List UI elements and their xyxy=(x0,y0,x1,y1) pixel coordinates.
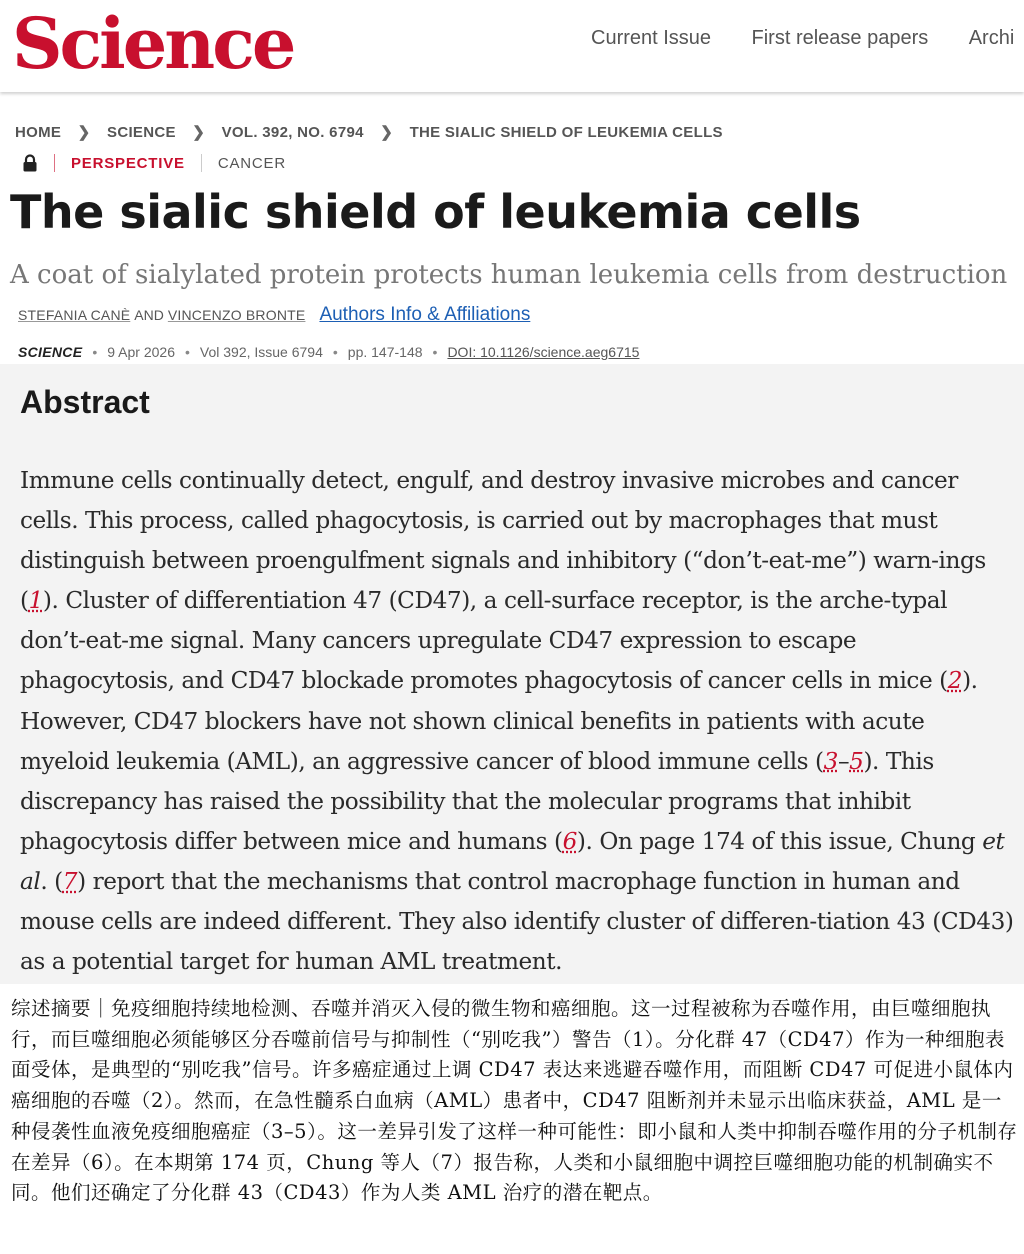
meta-separator: • xyxy=(92,344,98,360)
science-logo[interactable]: Science xyxy=(12,2,294,85)
abstract-text xyxy=(20,461,1015,982)
abstract-text-run: . ( xyxy=(40,867,63,895)
divider xyxy=(201,154,202,172)
abstract-italic-text: et al xyxy=(20,827,1005,895)
lock-icon xyxy=(22,154,38,172)
chinese-translation: 综述摘要｜免疫细胞持续地检测、吞噬并消灭入侵的微生物和癌细胞。这一过程被称为吞噬作用，由巨噬细胞执行，而巨噬细胞必须能够区分吞噬前信号与抑制性（“别吃我”）警告（1）。分化群 47（CD47）作为一种细胞表面受体，是典型的“别吃我”信号。许多癌症通过上调 CD47 表达来逃避吞噬作用，而阻断 CD47 可促进小鼠体内癌细胞的吞噬（2）。然而，在急性髓系白血病（AML）患者中，CD47 阻断剂并未显示出临床获益，AML 是一种侵袭性血液免疫细胞癌症（3–5）。这一差异引发了这样一种可能性：即小鼠和人类中抑制吞噬作用的分子机制存在差异（6）。在本期第 174 页，Chung 等人（7）报告称，人类和小鼠细胞中调控巨噬细胞功能的机制确实不同。他们还确定了分化群 43（CD43）作为人类 AML 治疗的潜在靶点。 xyxy=(11,997,1018,1205)
author-joiner: AND xyxy=(134,307,164,323)
page-range: pp. 147-148 xyxy=(347,344,423,360)
article-title: The sialic shield of leukemia cells xyxy=(10,185,861,239)
publication-date: 9 Apr 2026 xyxy=(107,344,175,360)
nav-current-issue[interactable]: Current Issue xyxy=(591,27,712,49)
nav-archive[interactable]: Archi xyxy=(968,27,1015,49)
reference-link[interactable]: 6 xyxy=(562,827,577,855)
abstract-heading: Abstract xyxy=(20,384,150,420)
reference-link[interactable]: 3 xyxy=(823,747,838,775)
article-subtitle: A coat of sialylated protein protects human leukemia cells from destruction xyxy=(10,260,1008,290)
breadcrumb-home[interactable]: HOME xyxy=(15,124,62,141)
breadcrumb-current: THE SIALIC SHIELD OF LEUKEMIA CELLS xyxy=(409,124,723,141)
abstract-text-run: ). Cluster of differentiation 47 (CD47), a cell-surface receptor, is the arche-typal don’t-eat-me signal. Many cancers upregulate CD47 expression to escape phagocytosis, and CD47 blockade promotes phagocytosis of cancer cells in mice ( xyxy=(20,587,948,695)
breadcrumb-issue[interactable]: VOL. 392, NO. 6794 xyxy=(221,124,364,141)
meta-separator: • xyxy=(432,344,438,360)
reference-link[interactable]: 5 xyxy=(849,747,864,775)
reference-link[interactable]: 1 xyxy=(28,587,43,615)
authors-info-link[interactable]: Authors Info & Affiliations xyxy=(319,304,531,325)
abstract-text-run: – xyxy=(837,747,850,775)
abstract-text-run: ). This discrepancy has raised the possibility that the molecular programs that inhibit phagocytosis differ between mice and humans ( xyxy=(20,747,934,855)
chevron-right-icon: ❯ xyxy=(380,124,394,141)
article-tags xyxy=(22,154,286,172)
abstract-text-run: ). However, CD47 blockers have not shown clinical benefits in patients with acute myeloid leukemia (AML), an aggressive cancer of blood immune cells ( xyxy=(20,667,978,775)
breadcrumb-science[interactable]: SCIENCE xyxy=(107,124,176,141)
chevron-right-icon: ❯ xyxy=(192,124,206,141)
author-line xyxy=(18,304,530,326)
nav-first-release-papers[interactable]: First release papers xyxy=(751,27,929,49)
article-type: PERSPECTIVE xyxy=(71,154,185,172)
abstract-text-run: ) report that the mechanisms that control macrophage function in human and mouse cells are indeed different. They also identify cluster of differen-tiation 43 (CD43) as a potential target for human AML treatment. xyxy=(20,867,1014,976)
journal-name: SCIENCE xyxy=(18,344,83,360)
publication-meta xyxy=(18,344,639,360)
main-nav xyxy=(591,26,1024,50)
site-header xyxy=(0,0,1024,92)
meta-separator: • xyxy=(184,344,190,360)
article-subject[interactable]: CANCER xyxy=(217,154,286,172)
reference-link[interactable]: 2 xyxy=(947,667,963,695)
meta-separator: • xyxy=(332,344,338,360)
volume-issue: Vol 392, Issue 6794 xyxy=(199,344,323,360)
doi-link[interactable]: DOI: 10.1126/science.aeg6715 xyxy=(447,344,640,360)
reference-link[interactable]: 7 xyxy=(62,867,78,895)
divider xyxy=(54,154,55,172)
abstract-text-run: ). On page 174 of this issue, Chung xyxy=(576,827,983,855)
author-link[interactable]: STEFANIA CANÈ xyxy=(18,307,131,323)
chevron-right-icon: ❯ xyxy=(77,124,91,141)
author-link[interactable]: VINCENZO BRONTE xyxy=(167,307,306,323)
abstract-text-run: Immune cells continually detect, engulf, and destroy invasive microbes and cancer cells. This process, called phagocytosis, is carried out by macrophages that must distinguish between proengulfment signals and inhibitory (“don’t-eat-me”) warn-ings ( xyxy=(20,467,986,615)
breadcrumb xyxy=(15,123,723,141)
